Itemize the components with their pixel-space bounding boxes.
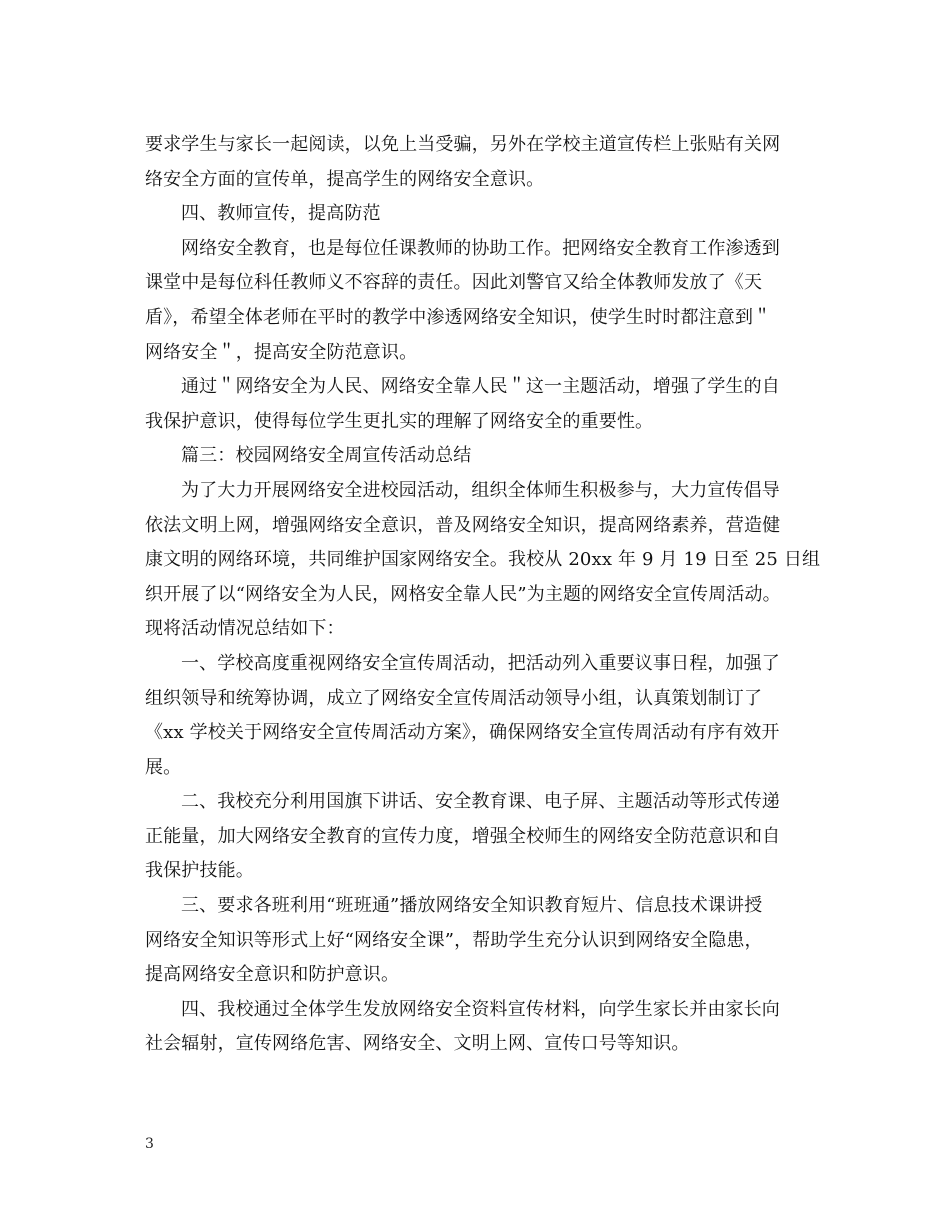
text-line: 我保护意识，使得每位学生更扎实的理解了网络安全的重要性。: [145, 410, 654, 432]
text-line: 通过＂网络安全为人民、网络安全靠人民＂这一主题活动，增强了学生的自: [181, 376, 780, 398]
text-line: 展。: [145, 756, 182, 778]
text-line: 正能量，加大网络安全教育的宣传力度，增强全校师生的网络安全防范意识和自: [145, 825, 781, 847]
text-line: 组织领导和统筹协调，成立了网络安全宣传周活动领导小组，认真策划制订了: [145, 687, 763, 709]
text-line: 依法文明上网，增强网络安全意识，普及网络安全知识，提高网络素养，营造健: [145, 514, 781, 536]
page-number: 3: [145, 1136, 154, 1152]
text-line: 康文明的网络环境，共同维护国家网络安全。我校从 20xx 年 9 月 19 日至 25 日组: [145, 549, 821, 571]
text-line: 篇三：校园网络安全周宣传活动总结: [181, 445, 472, 467]
document-body: [145, 128, 821, 1062]
text-line: 网络安全＂，提高安全防范意识。: [145, 341, 418, 363]
text-line: 络安全方面的宣传单，提高学生的网络安全意识。: [145, 168, 545, 190]
text-line: 一、学校高度重视网络安全宣传周活动，把活动列入重要议事日程，加强了: [181, 652, 780, 674]
text-line: 课堂中是每位科任教师义不容辞的责任。因此刘警官又给全体教师发放了《天: [145, 272, 763, 294]
text-line: 网络安全知识等形式上好“网络安全课”，帮助学生充分认识到网络安全隐患，: [145, 929, 763, 951]
text-line: 盾》，希望全体老师在平时的教学中渗透网络安全知识，使学生时时都注意到＂: [145, 306, 772, 328]
text-line: 二、我校充分利用国旗下讲话、安全教育课、电子屏、主题活动等形式传递: [181, 791, 780, 813]
text-line: 为了大力开展网络安全进校园活动，组织全体师生积极参与，大力宣传倡导: [181, 479, 780, 501]
text-line: 我保护技能。: [145, 860, 254, 882]
text-line: 社会辐射，宣传网络危害、网络安全、文明上网、宣传口号等知识。: [145, 1033, 690, 1055]
text-line: 网络安全教育，也是每位任课教师的协助工作。把网络安全教育工作渗透到: [181, 237, 780, 259]
text-line: 现将活动情况总结如下：: [145, 618, 345, 640]
text-line: 四、我校通过全体学生发放网络安全资料宣传材料，向学生家长并由家长向: [181, 998, 780, 1020]
text-line: 《xx 学校关于网络安全宣传周活动方案》，确保网络安全宣传周活动有序有效开: [145, 722, 780, 744]
text-line: 四、教师宣传，提高防范: [181, 203, 381, 225]
text-line: 三、要求各班利用“班班通”播放网络安全知识教育短片、信息技术课讲授: [181, 895, 763, 917]
text-line: 要求学生与家长一起阅读，以免上当受骗，另外在学校主道宣传栏上张贴有关网: [145, 134, 781, 155]
text-line: 提高网络安全意识和防护意识。: [145, 964, 400, 986]
text-line: 织开展了以“网络安全为人民，网格安全靠人民”为主题的网络安全宣传周活动。: [145, 583, 781, 605]
